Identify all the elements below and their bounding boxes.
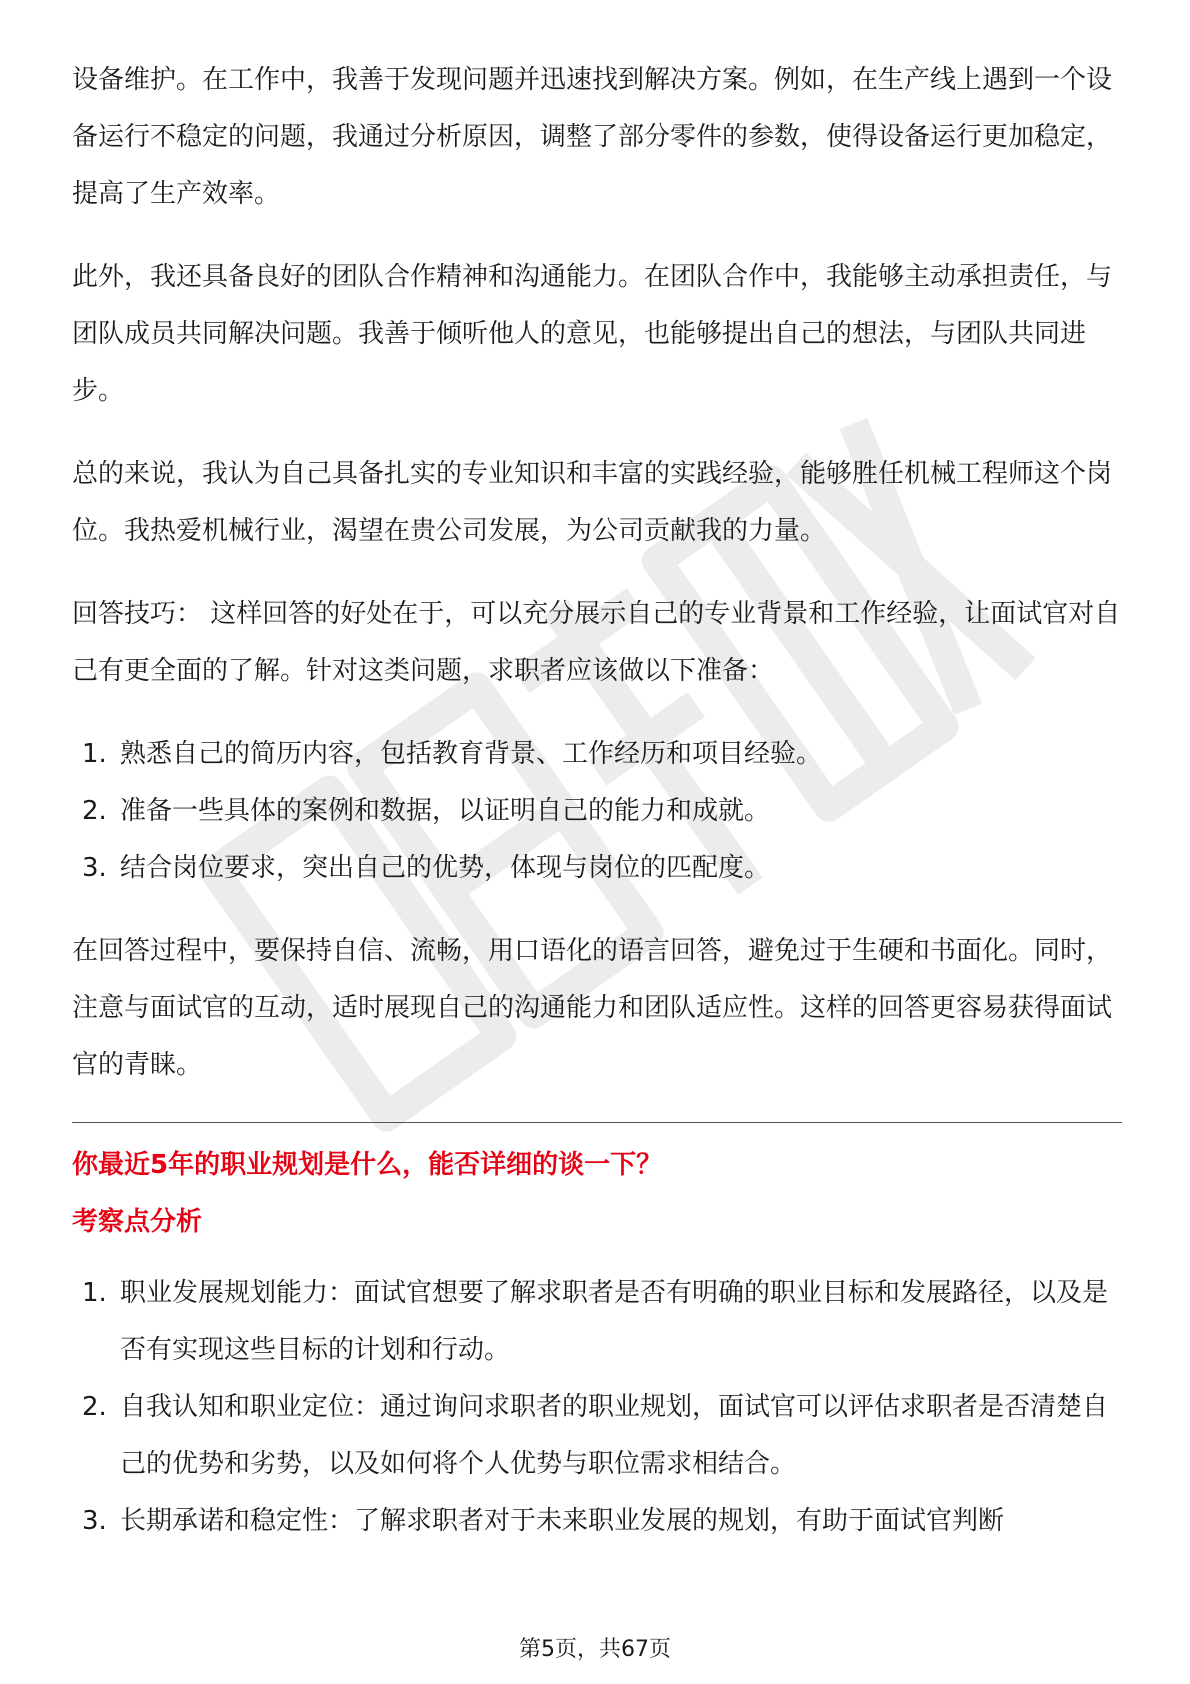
page-footer: 第5页，共67页 bbox=[519, 1637, 671, 1662]
list-item bbox=[72, 1379, 1122, 1493]
list-item-number: 3. bbox=[82, 853, 107, 883]
list-item-text: 职业发展规划能力：面试官想要了解求职者是否有明确的职业目标和发展路径，以及是否有实现这些目标的计划和行动。 bbox=[120, 1278, 1109, 1365]
list-item-text: 长期承诺和稳定性：了解求职者对于未来职业发展的规划，有助于面试官判断 bbox=[120, 1506, 1005, 1536]
list-item bbox=[72, 1265, 1122, 1379]
list-item-text: 自我认知和职业定位：通过询问求职者的职业规划，面试官可以评估求职者是否清楚自己的优势和劣势，以及如何将个人优势与职位需求相结合。 bbox=[120, 1392, 1109, 1479]
preparation-list bbox=[72, 726, 1122, 897]
list-item bbox=[72, 1493, 1122, 1550]
section-divider bbox=[72, 1122, 1122, 1123]
closing-paragraph: 在回答过程中，要保持自信、流畅，用口语化的语言回答，避免过于生硬和书面化。同时，注意与面试官的互动，适时展现自己的沟通能力和团队适应性。这样的回答更容易获得面试官的青睐。 bbox=[72, 936, 1113, 1080]
analysis-heading: 考察点分析 bbox=[72, 1207, 203, 1237]
question-heading: 你最近5年的职业规划是什么，能否详细的谈一下？ bbox=[72, 1150, 663, 1180]
list-item-number: 1. bbox=[82, 739, 107, 769]
analysis-list bbox=[72, 1265, 1122, 1550]
list-item bbox=[72, 726, 1122, 783]
document-body bbox=[72, 52, 1122, 1576]
list-item bbox=[72, 783, 1122, 840]
paragraph: 总的来说，我认为自己具备扎实的专业知识和丰富的实践经验，能够胜任机械工程师这个岗位。我热爱机械行业，渴望在贵公司发展，为公司贡献我的力量。 bbox=[72, 459, 1113, 546]
list-item-text: 准备一些具体的案例和数据，以证明自己的能力和成就。 bbox=[120, 796, 771, 826]
list-item bbox=[72, 840, 1122, 897]
paragraph: 设备维护。在工作中，我善于发现问题并迅速找到解决方案。例如，在生产线上遇到一个设备运行不稳定的问题，我通过分析原因，调整了部分零件的参数，使得设备运行更加稳定，提高了生产效率。 bbox=[72, 65, 1113, 209]
paragraph: 此外，我还具备良好的团队合作精神和沟通能力。在团队合作中，我能够主动承担责任，与团队成员共同解决问题。我善于倾听他人的意见，也能够提出自己的想法，与团队共同进步。 bbox=[72, 262, 1113, 406]
list-item-number: 3. bbox=[82, 1506, 107, 1536]
list-item-text: 熟悉自己的简历内容，包括教育背景、工作经历和项目经验。 bbox=[120, 739, 823, 769]
list-item-number: 2. bbox=[82, 1392, 107, 1422]
list-item-text: 结合岗位要求，突出自己的优势，体现与岗位的匹配度。 bbox=[120, 853, 771, 883]
list-item-number: 2. bbox=[82, 796, 107, 826]
answer-tips-paragraph: 回答技巧： 这样回答的好处在于，可以充分展示自己的专业背景和工作经验，让面试官对自己有更全面的了解。针对这类问题，求职者应该做以下准备： bbox=[72, 599, 1121, 686]
list-item-number: 1. bbox=[82, 1278, 107, 1308]
